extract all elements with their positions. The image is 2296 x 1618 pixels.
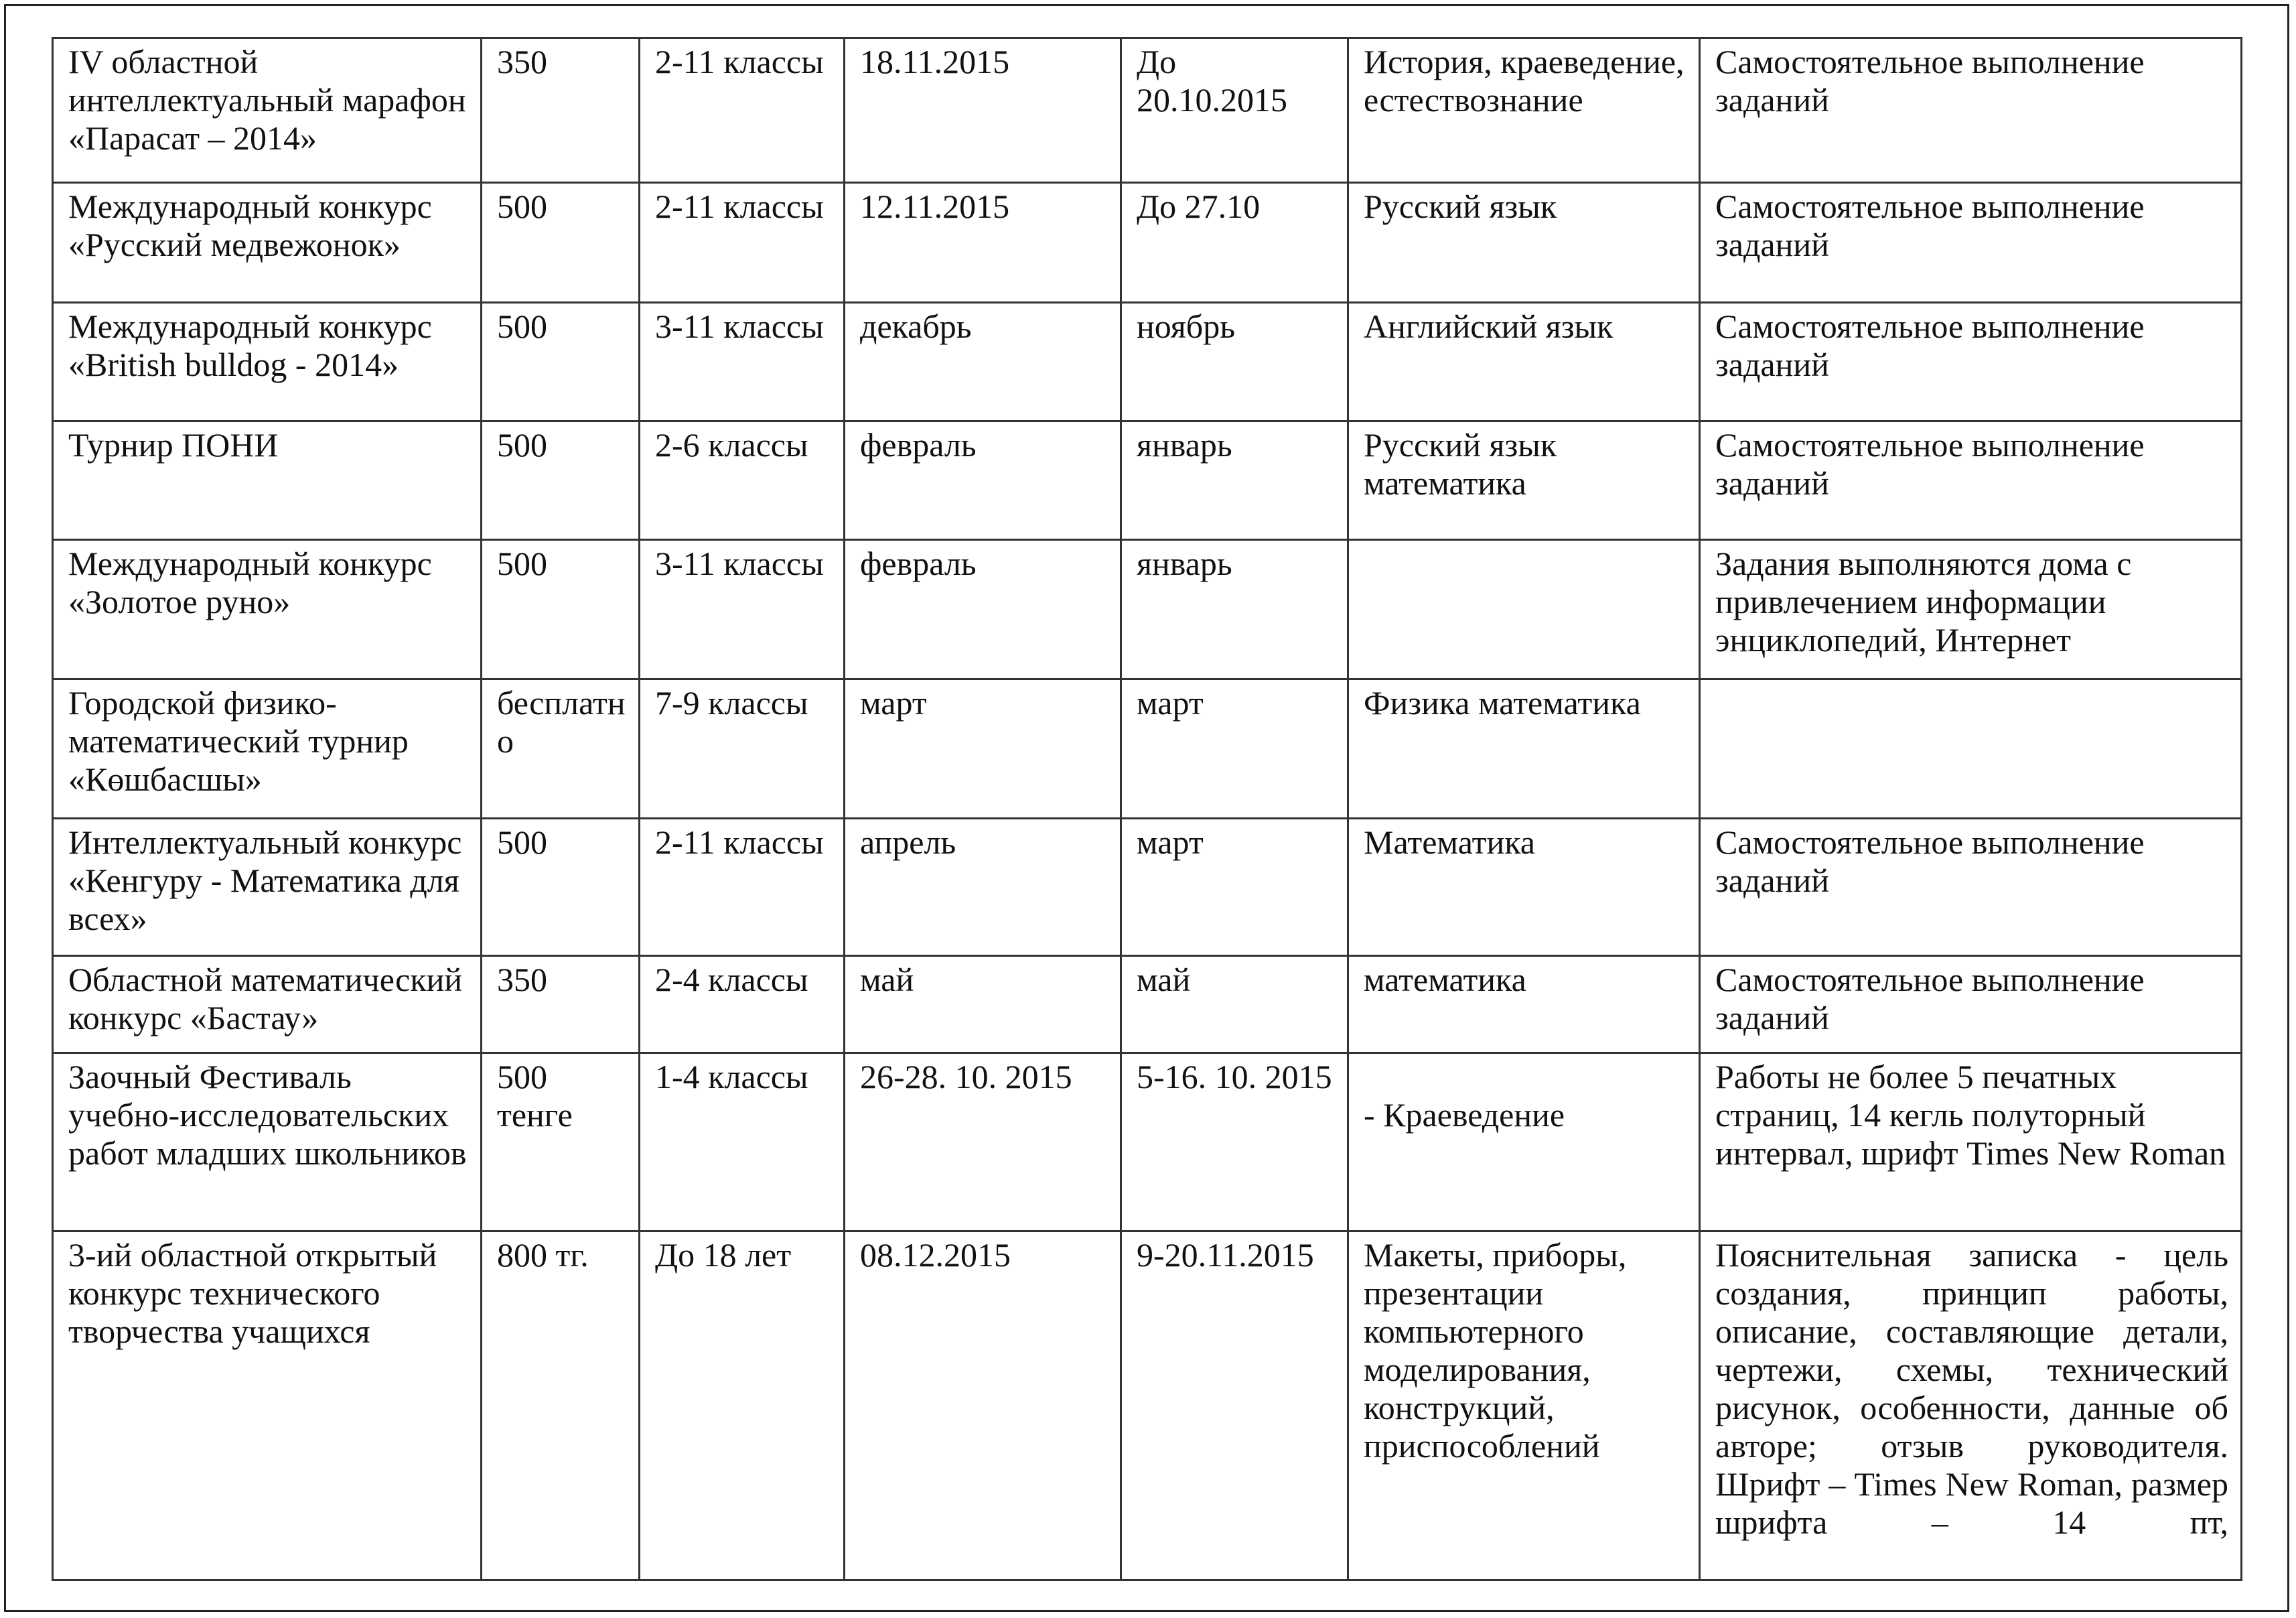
cell-deadline: май: [1121, 956, 1348, 1053]
cell-date: май: [845, 956, 1121, 1053]
cell-date: март: [845, 679, 1121, 819]
cell-date: 12.11.2015: [845, 183, 1121, 303]
cell-subject: математика: [1348, 956, 1700, 1053]
cell-deadline: ноябрь: [1121, 303, 1348, 421]
cell-date: февраль: [845, 540, 1121, 679]
cell-fee: 500: [482, 303, 640, 421]
cell-requirements: Самостоятельное выполнение заданий: [1700, 183, 2242, 303]
cell-grades: 2-11 классы: [640, 38, 845, 183]
table-row: [53, 183, 2242, 303]
cell-fee: бесплатно: [482, 679, 640, 819]
cell-competition-name: Областной математический конкурс «Бастау»: [53, 956, 482, 1053]
cell-deadline: До 20.10.2015: [1121, 38, 1348, 183]
cell-fee: 800 тг.: [482, 1231, 640, 1580]
table-row: [53, 679, 2242, 819]
cell-date: декабрь: [845, 303, 1121, 421]
cell-fee: 350: [482, 956, 640, 1053]
cell-fee: 500: [482, 183, 640, 303]
table-row: [53, 540, 2242, 679]
cell-grades: 2-6 классы: [640, 421, 845, 540]
cell-requirements: Работы не более 5 печатных страниц, 14 кегль полуторный интервал, шрифт Times New Roman: [1700, 1053, 2242, 1231]
cell-competition-name: Заочный Фестиваль учебно-исследовательских работ младших школьников: [53, 1053, 482, 1231]
cell-deadline: март: [1121, 819, 1348, 956]
cell-competition-name: Международный конкурс «British bulldog - 2014»: [53, 303, 482, 421]
cell-subject: Русский язык математика: [1348, 421, 1700, 540]
cell-fee: 500 тенге: [482, 1053, 640, 1231]
cell-competition-name: Международный конкурс «Русский медвежонок»: [53, 183, 482, 303]
cell-date: февраль: [845, 421, 1121, 540]
cell-subject: Русский язык: [1348, 183, 1700, 303]
cell-grades: 3-11 классы: [640, 540, 845, 679]
cell-subject: Макеты, приборы, презентации компьютерного моделирования, конструкций, приспособлений: [1348, 1231, 1700, 1580]
cell-date: 08.12.2015: [845, 1231, 1121, 1580]
cell-deadline: январь: [1121, 540, 1348, 679]
cell-deadline: март: [1121, 679, 1348, 819]
table-row: [53, 1231, 2242, 1580]
cell-grades: 1-4 классы: [640, 1053, 845, 1231]
cell-competition-name: Интеллектуальный конкурс «Кенгуру - Математика для всех»: [53, 819, 482, 956]
cell-competition-name: IV областной интеллектуальный марафон «Парасат – 2014»: [53, 38, 482, 183]
cell-grades: 7-9 классы: [640, 679, 845, 819]
cell-fee: 500: [482, 421, 640, 540]
cell-date: 18.11.2015: [845, 38, 1121, 183]
cell-subject: История, краеведение, естествознание: [1348, 38, 1700, 183]
cell-date: 26-28. 10. 2015: [845, 1053, 1121, 1231]
table-row: [53, 303, 2242, 421]
cell-subject: [1348, 540, 1700, 679]
cell-requirements: Самостоятельное выполнение заданий: [1700, 819, 2242, 956]
competitions-table: [52, 37, 2242, 1581]
cell-fee: 500: [482, 819, 640, 956]
cell-requirements: Задания выполняются дома с привлечением информации энциклопедий, Интернет: [1700, 540, 2242, 679]
cell-grades: 2-11 классы: [640, 183, 845, 303]
table-row: [53, 819, 2242, 956]
cell-competition-name: 3-ий областной открытый конкурс технического творчества учащихся: [53, 1231, 482, 1580]
cell-subject: Математика: [1348, 819, 1700, 956]
cell-competition-name: Городской физико-математический турнир «Көшбасшы»: [53, 679, 482, 819]
cell-grades: До 18 лет: [640, 1231, 845, 1580]
cell-requirements: Самостоятельное выполнение заданий: [1700, 303, 2242, 421]
table-row: [53, 1053, 2242, 1231]
cell-subject: - Краеведение: [1348, 1053, 1700, 1231]
table-row: [53, 38, 2242, 183]
cell-requirements: Самостоятельное выполнение заданий: [1700, 421, 2242, 540]
cell-date: апрель: [845, 819, 1121, 956]
table-row: [53, 421, 2242, 540]
cell-subject: Английский язык: [1348, 303, 1700, 421]
cell-fee: 350: [482, 38, 640, 183]
cell-fee: 500: [482, 540, 640, 679]
table-row: [53, 956, 2242, 1053]
cell-deadline: январь: [1121, 421, 1348, 540]
cell-subject: Физика математика: [1348, 679, 1700, 819]
cell-competition-name: Турнир ПОНИ: [53, 421, 482, 540]
cell-requirements: [1700, 679, 2242, 819]
cell-grades: 2-4 классы: [640, 956, 845, 1053]
cell-competition-name: Международный конкурс «Золотое руно»: [53, 540, 482, 679]
cell-grades: 3-11 классы: [640, 303, 845, 421]
cell-requirements: Самостоятельное выполнение заданий: [1700, 38, 2242, 183]
cell-deadline: До 27.10: [1121, 183, 1348, 303]
cell-deadline: 5-16. 10. 2015: [1121, 1053, 1348, 1231]
cell-requirements: Самостоятельное выполнение заданий: [1700, 956, 2242, 1053]
cell-requirements: Пояснительная записка - цель создания, принцип работы, описание, составляющие детали, чертежи, схемы, технический рисунок, особенности, данные об авторе; отзыв руководителя. Шрифт – Times New Roman, размер шрифта – 14 пт,: [1700, 1231, 2242, 1580]
cell-grades: 2-11 классы: [640, 819, 845, 956]
cell-deadline: 9-20.11.2015: [1121, 1231, 1348, 1580]
